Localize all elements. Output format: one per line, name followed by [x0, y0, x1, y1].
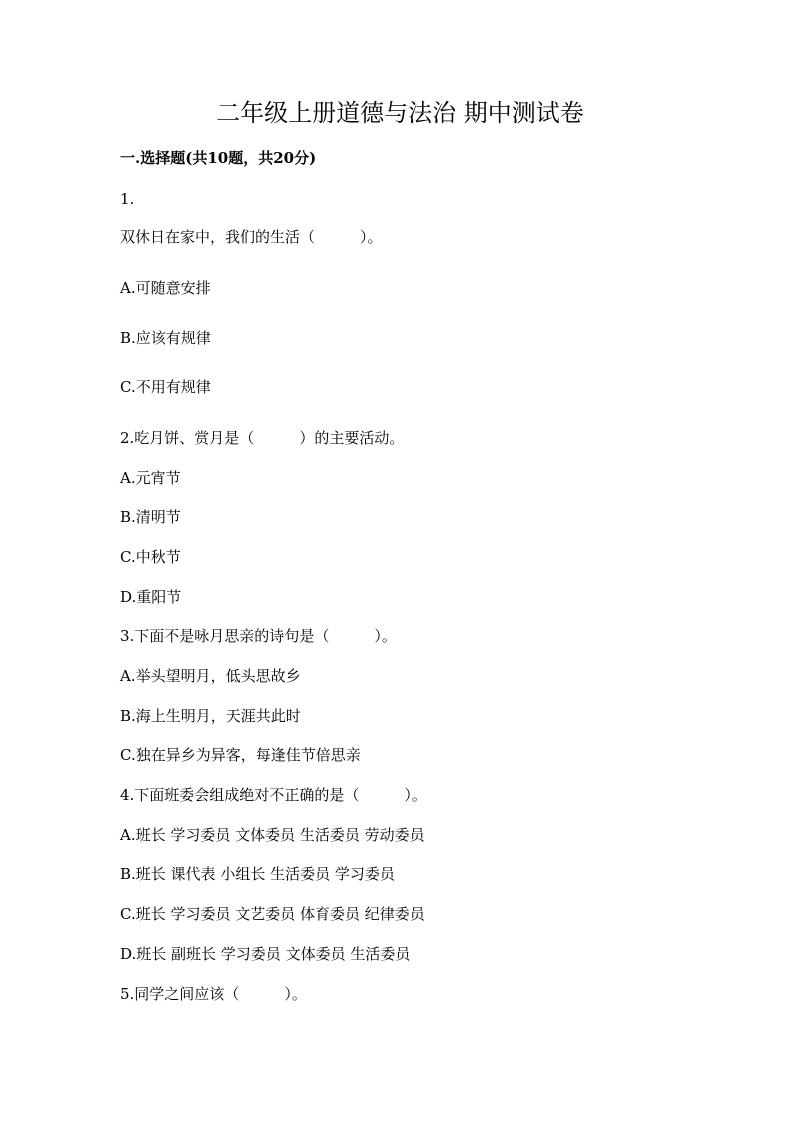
- question-stem: 2.吃月饼、赏月是（ ）的主要活动。: [120, 429, 405, 447]
- answer-option: D.重阳节: [120, 588, 182, 606]
- answer-option: C.独在异乡为异客，每逢佳节倍思亲: [120, 746, 361, 764]
- answer-option: C.不用有规律: [120, 378, 211, 396]
- page-title: 二年级上册道德与法治 期中测试卷: [216, 99, 584, 127]
- answer-option: B.海上生明月，天涯共此时: [120, 707, 301, 725]
- answer-option: A.元宵节: [120, 469, 181, 487]
- answer-option: D.班长 副班长 学习委员 文体委员 生活委员: [120, 945, 411, 963]
- answer-option: C.班长 学习委员 文艺委员 体育委员 纪律委员: [120, 905, 425, 923]
- section-heading: 一.选择题(共10题，共20分): [120, 149, 317, 167]
- answer-option: B.清明节: [120, 508, 181, 526]
- answer-option: A.举头望明月，低头思故乡: [120, 667, 301, 685]
- answer-option: A.可随意安排: [120, 279, 211, 297]
- question-stem: 5.同学之间应该（ ）。: [120, 985, 307, 1003]
- answer-option: B.应该有规律: [120, 329, 211, 347]
- question-stem: 4.下面班委会组成绝对不正确的是（ ）。: [120, 786, 427, 804]
- answer-option: A.班长 学习委员 文体委员 生活委员 劳动委员: [120, 826, 425, 844]
- answer-option: C.中秋节: [120, 548, 181, 566]
- answer-option: B.班长 课代表 小组长 生活委员 学习委员: [120, 865, 395, 883]
- question-number: 1.: [120, 190, 135, 208]
- question-stem: 双休日在家中，我们的生活（ ）。: [120, 228, 383, 246]
- question-stem: 3.下面不是咏月思亲的诗句是（ ）。: [120, 627, 397, 645]
